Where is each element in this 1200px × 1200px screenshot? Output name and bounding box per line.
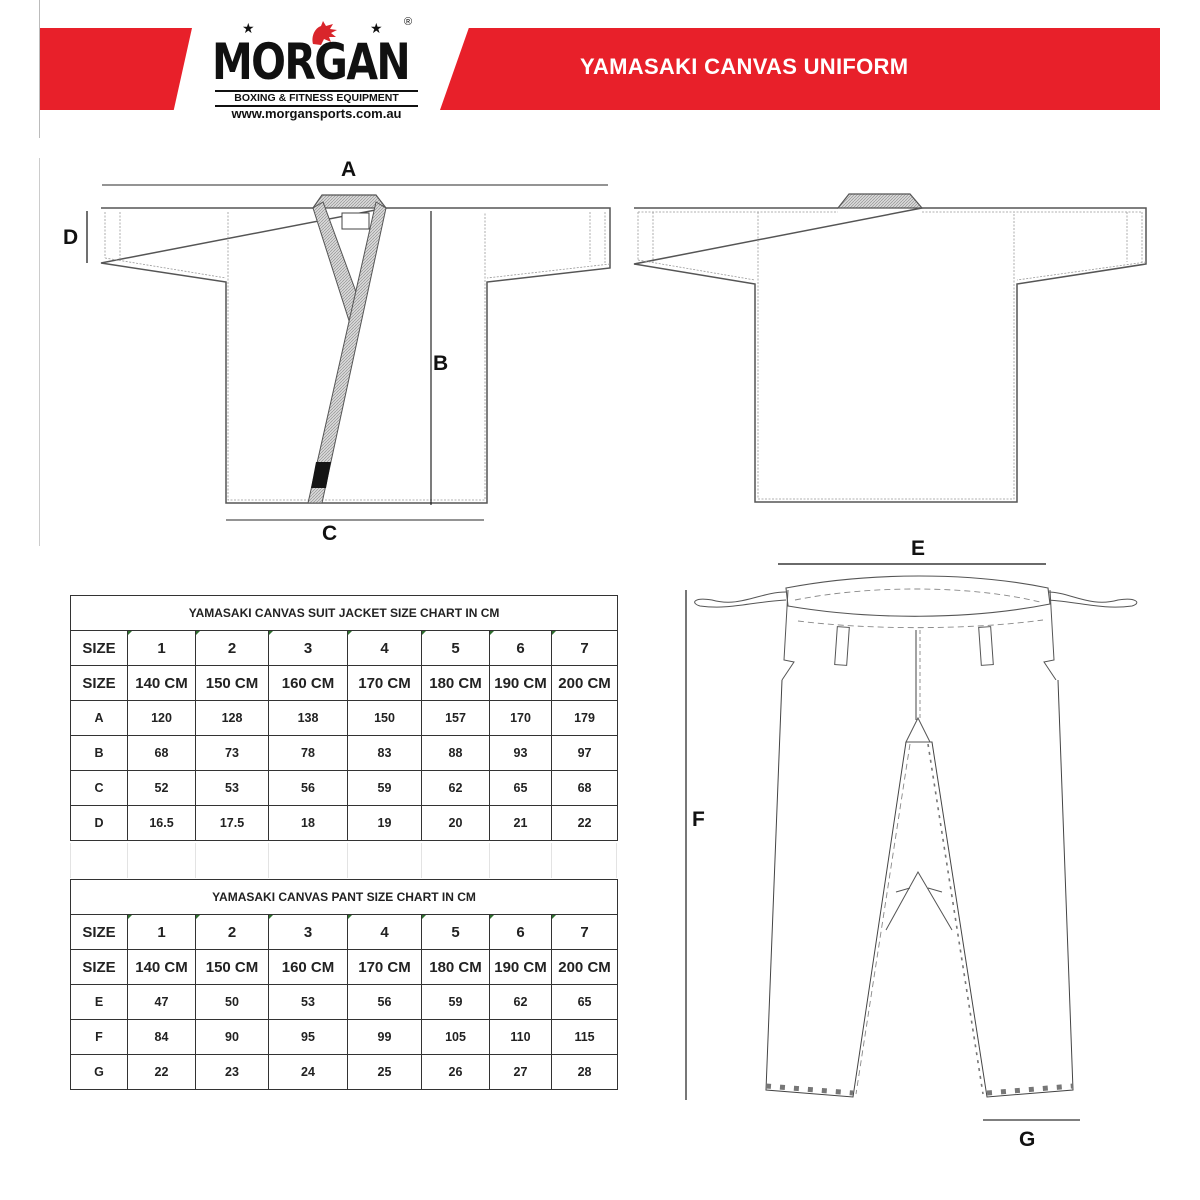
jacket-back-drawing (620, 180, 1160, 520)
table-cell: 23 (196, 1055, 269, 1090)
table-cell: 97 (552, 736, 618, 771)
dimension-label-b: B (433, 352, 449, 375)
table-cell: 20 (422, 806, 490, 841)
jacket-table-title: YAMASAKI CANVAS SUIT JACKET SIZE CHART IN CM (71, 596, 618, 631)
row-label: B (71, 736, 128, 771)
table-cell: 53 (196, 771, 269, 806)
table-cell: 17.5 (196, 806, 269, 841)
table-cell: 179 (552, 701, 618, 736)
row-label: E (71, 985, 128, 1020)
table-cell: 16.5 (128, 806, 196, 841)
row-label: G (71, 1055, 128, 1090)
pant-table-title: YAMASAKI CANVAS PANT SIZE CHART IN CM (71, 880, 618, 915)
page-title: YAMASAKI CANVAS UNIFORM (580, 54, 909, 79)
table-cell: 4 (348, 915, 422, 950)
table-cell: 6 (490, 631, 552, 666)
brand-url[interactable]: www.morgansports.com.au (231, 106, 402, 121)
table-cell: 68 (128, 736, 196, 771)
table-cell: 7 (552, 915, 618, 950)
table-cell: 83 (348, 736, 422, 771)
table-cell: 50 (196, 985, 269, 1020)
table-cell: 170 CM (348, 666, 422, 701)
table-row-f (71, 1020, 618, 1055)
row-label: SIZE (71, 666, 128, 701)
table-cell: 52 (128, 771, 196, 806)
table-cell: 200 CM (552, 950, 618, 985)
table-cell: 170 (490, 701, 552, 736)
table-cell: 65 (552, 985, 618, 1020)
table-cell: 99 (348, 1020, 422, 1055)
table-cell: 200 CM (552, 666, 618, 701)
table-cell: 93 (490, 736, 552, 771)
table-cell: 190 CM (490, 950, 552, 985)
table-cell: 120 (128, 701, 196, 736)
table-cell: 2 (196, 631, 269, 666)
table-cell: 73 (196, 736, 269, 771)
table-row-d (71, 806, 618, 841)
table-row-size-height (71, 666, 618, 701)
table-cell: 160 CM (269, 950, 348, 985)
table-cell: 7 (552, 631, 618, 666)
table-row-c (71, 771, 618, 806)
table-cell: 19 (348, 806, 422, 841)
table-cell: 110 (490, 1020, 552, 1055)
table-cell: 115 (552, 1020, 618, 1055)
table-cell: 68 (552, 771, 618, 806)
table-cell: 59 (348, 771, 422, 806)
dimension-label-c: C (322, 522, 338, 545)
table-cell: 5 (422, 915, 490, 950)
table-cell: 1 (128, 915, 196, 950)
table-cell: 26 (422, 1055, 490, 1090)
table-cell: 95 (269, 1020, 348, 1055)
table-cell: 65 (490, 771, 552, 806)
table-cell: 4 (348, 631, 422, 666)
table-row-b (71, 736, 618, 771)
table-cell: 53 (269, 985, 348, 1020)
table-spacer (70, 843, 617, 878)
row-label: C (71, 771, 128, 806)
table-cell: 22 (552, 806, 618, 841)
table-cell: 59 (422, 985, 490, 1020)
star-icon: ★ (242, 20, 255, 36)
table-row-a (71, 701, 618, 736)
dimension-label-a: A (341, 158, 357, 181)
table-cell: 3 (269, 915, 348, 950)
table-row-size-number (71, 631, 618, 666)
jacket-front-drawing (0, 0, 640, 560)
jacket-size-table (70, 595, 618, 841)
row-label: A (71, 701, 128, 736)
table-cell: 27 (490, 1055, 552, 1090)
table-cell: 157 (422, 701, 490, 736)
table-cell: 140 CM (128, 950, 196, 985)
dimension-label-d: D (63, 226, 79, 249)
table-cell: 150 (348, 701, 422, 736)
table-cell: 62 (422, 771, 490, 806)
table-cell: 56 (348, 985, 422, 1020)
table-cell: 47 (128, 985, 196, 1020)
table-cell: 3 (269, 631, 348, 666)
table-row-e (71, 985, 618, 1020)
table-row-size-height (71, 950, 618, 985)
row-label: F (71, 1020, 128, 1055)
table-cell: 138 (269, 701, 348, 736)
table-cell: 62 (490, 985, 552, 1020)
table-cell: 88 (422, 736, 490, 771)
table-cell: 21 (490, 806, 552, 841)
table-cell: 105 (422, 1020, 490, 1055)
table-cell: 1 (128, 631, 196, 666)
table-cell: 6 (490, 915, 552, 950)
dimension-label-g: G (1019, 1128, 1036, 1151)
brand-tagline: BOXING & FITNESS EQUIPMENT (215, 90, 418, 107)
table-cell: 84 (128, 1020, 196, 1055)
table-cell: 24 (269, 1055, 348, 1090)
pant-size-table (70, 879, 618, 1090)
table-cell: 25 (348, 1055, 422, 1090)
dimension-label-f: F (692, 808, 705, 831)
brand-name: MORGAN (212, 33, 410, 91)
table-cell: 78 (269, 736, 348, 771)
table-cell: 190 CM (490, 666, 552, 701)
table-cell: 150 CM (196, 950, 269, 985)
table-cell: 128 (196, 701, 269, 736)
table-cell: 180 CM (422, 666, 490, 701)
registered-mark: ® (404, 16, 413, 28)
row-label: SIZE (71, 950, 128, 985)
table-cell: 18 (269, 806, 348, 841)
table-cell: 28 (552, 1055, 618, 1090)
dimension-label-e: E (911, 537, 926, 560)
table-cell: 90 (196, 1020, 269, 1055)
table-cell: 22 (128, 1055, 196, 1090)
table-cell: 150 CM (196, 666, 269, 701)
pants-drawing (670, 530, 1170, 1170)
row-label: SIZE (71, 631, 128, 666)
table-cell: 5 (422, 631, 490, 666)
star-icon: ★ (370, 20, 383, 36)
table-row-g (71, 1055, 618, 1090)
row-label: SIZE (71, 915, 128, 950)
table-cell: 160 CM (269, 666, 348, 701)
table-row-size-number (71, 915, 618, 950)
table-cell: 170 CM (348, 950, 422, 985)
table-cell: 56 (269, 771, 348, 806)
table-cell: 140 CM (128, 666, 196, 701)
table-cell: 2 (196, 915, 269, 950)
table-cell: 180 CM (422, 950, 490, 985)
row-label: D (71, 806, 128, 841)
